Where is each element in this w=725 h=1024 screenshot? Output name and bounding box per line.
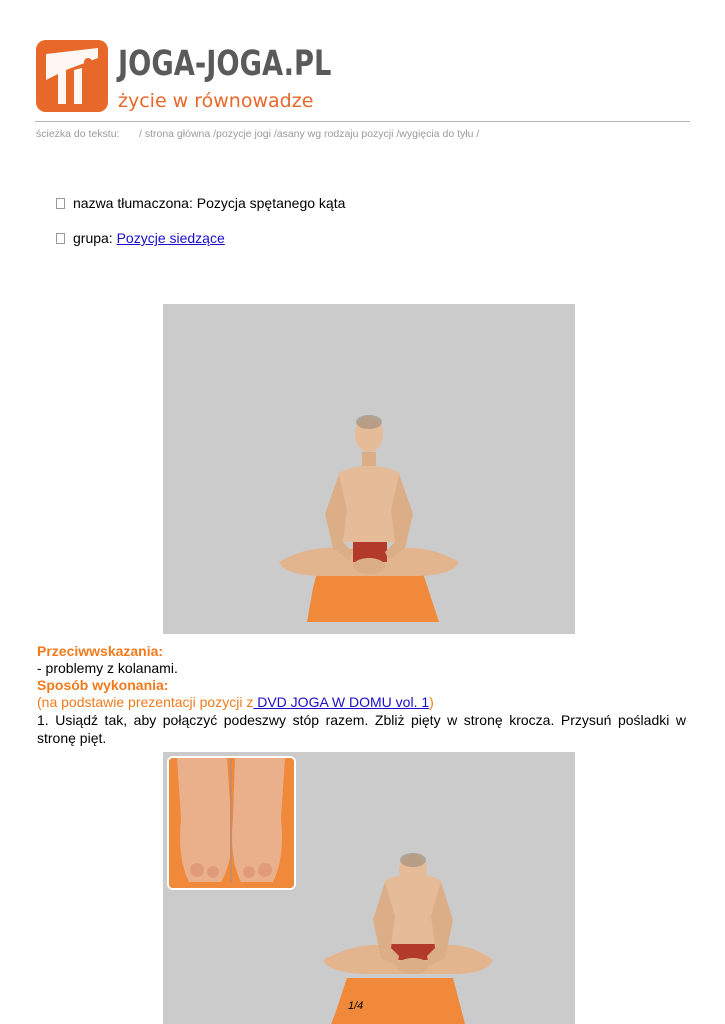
group-label: grupa: bbox=[73, 230, 117, 246]
group-link[interactable]: Pozycje siedzące bbox=[116, 230, 225, 246]
method-heading: Sposób wykonania: bbox=[37, 677, 169, 693]
source-line bbox=[37, 694, 434, 711]
step-1-photo bbox=[163, 752, 575, 1024]
bullet-icon bbox=[56, 233, 65, 244]
name-label: nazwa tłumaczona: bbox=[73, 195, 197, 211]
inset-feet-closeup bbox=[167, 756, 296, 890]
source-prefix: (na podstawie prezentacji pozycji z bbox=[37, 694, 254, 710]
bullet-icon bbox=[56, 198, 65, 209]
pose-photo bbox=[163, 304, 575, 634]
contraindications-item: - problemy z kolanami. bbox=[37, 660, 178, 676]
brand-name[interactable]: JOGA-JOGA.PL bbox=[118, 44, 332, 84]
breadcrumb[interactable]: / strona główna /pozycje jogi /asany wg rodzaju pozycji /wygięcia do tyłu / bbox=[139, 128, 480, 140]
source-suffix: ) bbox=[429, 694, 434, 710]
site-logo[interactable] bbox=[36, 40, 108, 112]
list-item-translated-name bbox=[56, 195, 345, 211]
step-1-text: 1. Usiądź tak, aby połączyć podeszwy stóp razem. Zbliż pięty w stronę krocza. Przysuń pośladki w stronę pięt. bbox=[37, 712, 686, 746]
feet-closeup-illustration bbox=[169, 758, 294, 888]
yoga-pose-illustration bbox=[163, 304, 575, 634]
contraindications-heading: Przeciwwskazania: bbox=[37, 643, 164, 659]
header-divider bbox=[35, 121, 690, 122]
name-value: Pozycja spętanego kąta bbox=[196, 195, 346, 211]
breadcrumb-label: ścieżka do tekstu: bbox=[36, 128, 120, 140]
page-number: 1/4 bbox=[348, 1000, 364, 1012]
brand-tagline: życie w równowadze bbox=[118, 90, 314, 112]
dvd-link[interactable]: DVD JOGA W DOMU vol. 1 bbox=[253, 694, 430, 710]
list-item-group bbox=[56, 230, 225, 246]
logo-figure-icon bbox=[36, 40, 108, 112]
